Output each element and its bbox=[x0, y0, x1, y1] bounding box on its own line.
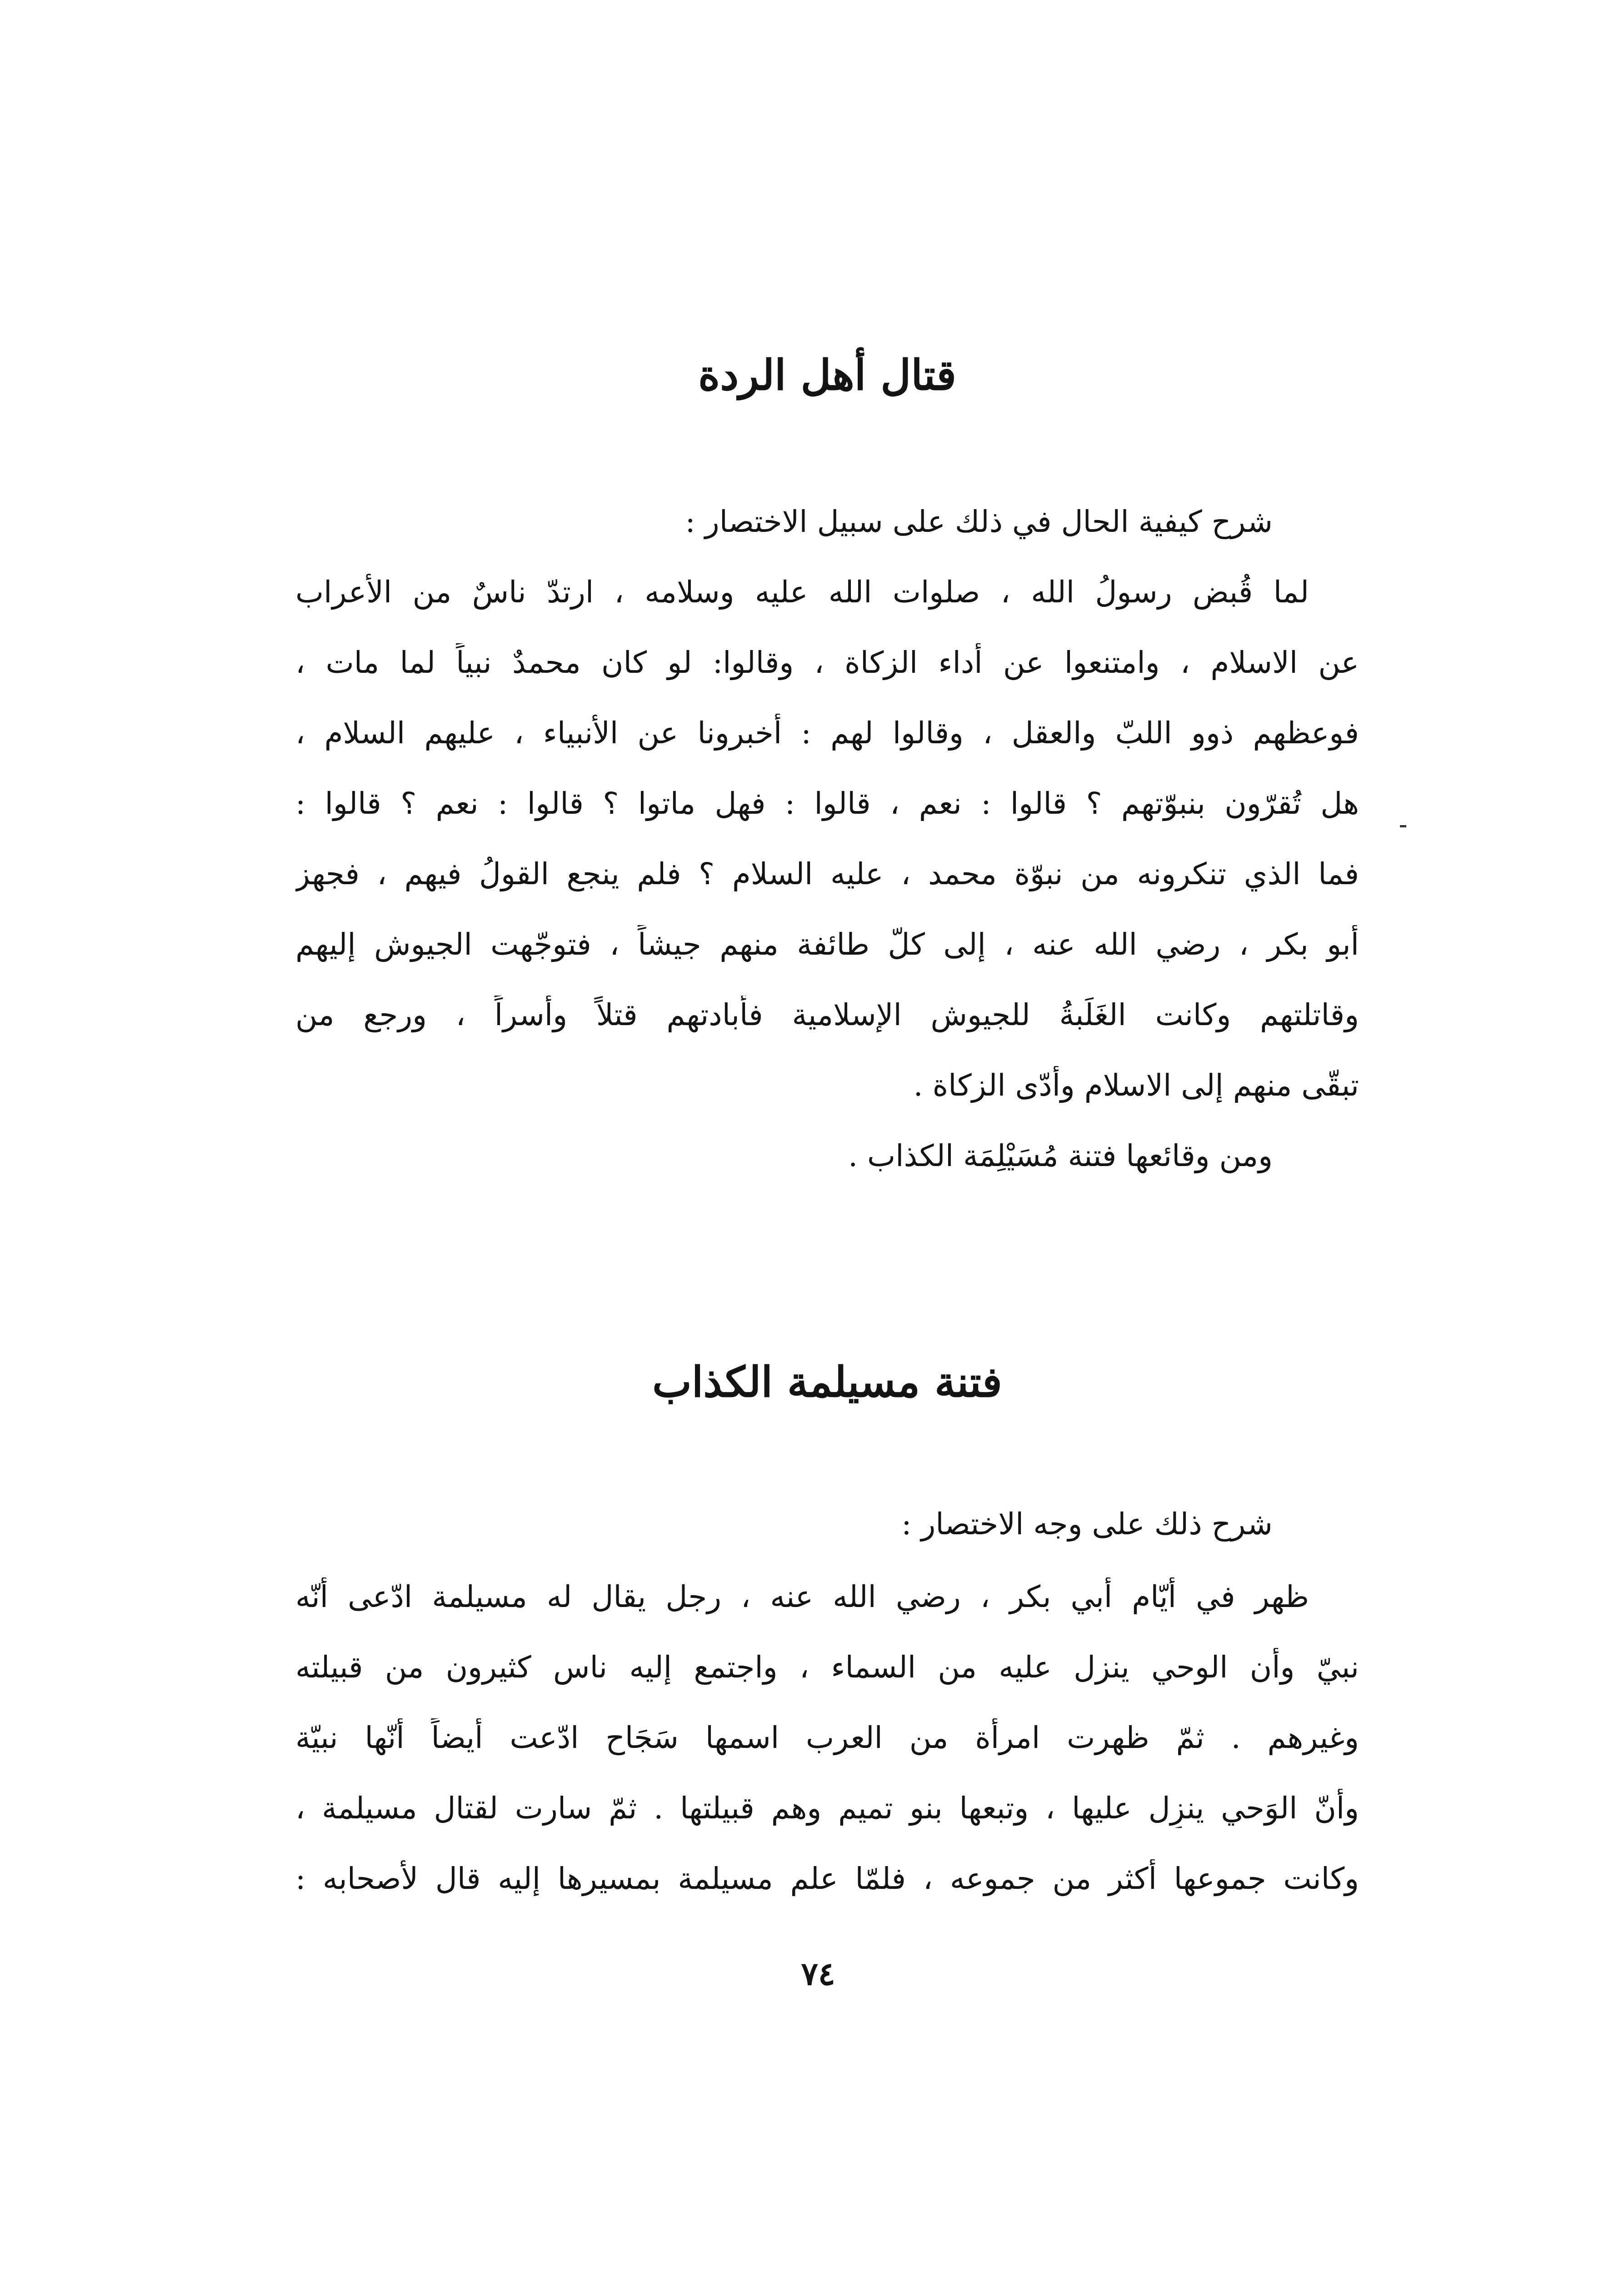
paragraph-line: لما قُبض رسولُ الله ، صلوات الله عليه وسلامه ، ارتدّ ناسٌ من الأعراب bbox=[295, 575, 1309, 610]
paragraph-line: نبيّ وأن الوحي ينزل عليه من السماء ، واجتمع إليه ناس كثيرون من قبيلته bbox=[295, 1650, 1359, 1685]
paragraph-line: ظهر في أيّام أبي بكر ، رضي الله عنه ، رجل يقال له مسيلمة ادّعى أنّه bbox=[295, 1579, 1309, 1614]
page-number: ٧٤ bbox=[801, 1955, 835, 1993]
paragraph-line: عن الاسلام ، وامتنعوا عن أداء الزكاة ، وقالوا: لو كان محمدٌ نبياً لما مات ، bbox=[295, 645, 1359, 680]
section-title-musaylima: فتنة مسيلمة الكذاب bbox=[652, 1357, 1002, 1407]
paragraph-line: وقاتلتهم وكانت الغَلَبةُ للجيوش الإسلامية فأبادتهم قتلاً وأسراً ، ورجع من bbox=[295, 997, 1359, 1032]
stray-print-mark bbox=[1400, 825, 1406, 827]
paragraph-line: فوعظهم ذوو اللبّ والعقل ، وقالوا لهم : أخبرونا عن الأنبياء ، عليهم السلام ، bbox=[295, 716, 1359, 751]
paragraph-line: وأنّ الوَحي ينزِل عليها ، وتبعها بنو تميم وهم قبيلتها . ثمّ سارت لقتال مسيلمة ، bbox=[295, 1791, 1359, 1826]
paragraph-line: وغيرهم . ثمّ ظهرت امرأة من العرب اسمها سَجَاح ادّعت أيضاً أنّها نبيّة bbox=[295, 1720, 1359, 1755]
section-intro-musaylima: شرح ذلك على وجه الاختصار : bbox=[901, 1507, 1273, 1542]
paragraph-line: فما الذي تنكرونه من نبوّة محمد ، عليه السلام ؟ فلم ينجع القولُ فيهم ، فجهز bbox=[295, 856, 1359, 891]
paragraph-line: أبو بكر ، رضي الله عنه ، إلى كلّ طائفة منهم جيشاً ، فتوجّهت الجيوش إليهم bbox=[295, 927, 1359, 962]
section-title-ridda: قتال أهل الردة bbox=[698, 350, 956, 400]
paragraph-line: وكانت جموعها أكثر من جموعه ، فلمّا علم مسيلمة بمسيرها إليه قال لأصحابه : bbox=[295, 1861, 1359, 1896]
paragraph-line: تبقّى منهم إلى الاسلام وأدّى الزكاة . bbox=[913, 1068, 1359, 1103]
section-closing-line: ومن وقائعها فتنة مُسَيْلِمَة الكذاب . bbox=[848, 1138, 1273, 1173]
paragraph-line: هل تُقرّون بنبوّتهم ؟ قالوا : نعم ، قالوا : فهل ماتوا ؟ قالوا : نعم ؟ قالوا : bbox=[295, 786, 1359, 821]
section-intro-ridda: شرح كيفية الحال في ذلك على سبيل الاختصار : bbox=[685, 504, 1273, 539]
